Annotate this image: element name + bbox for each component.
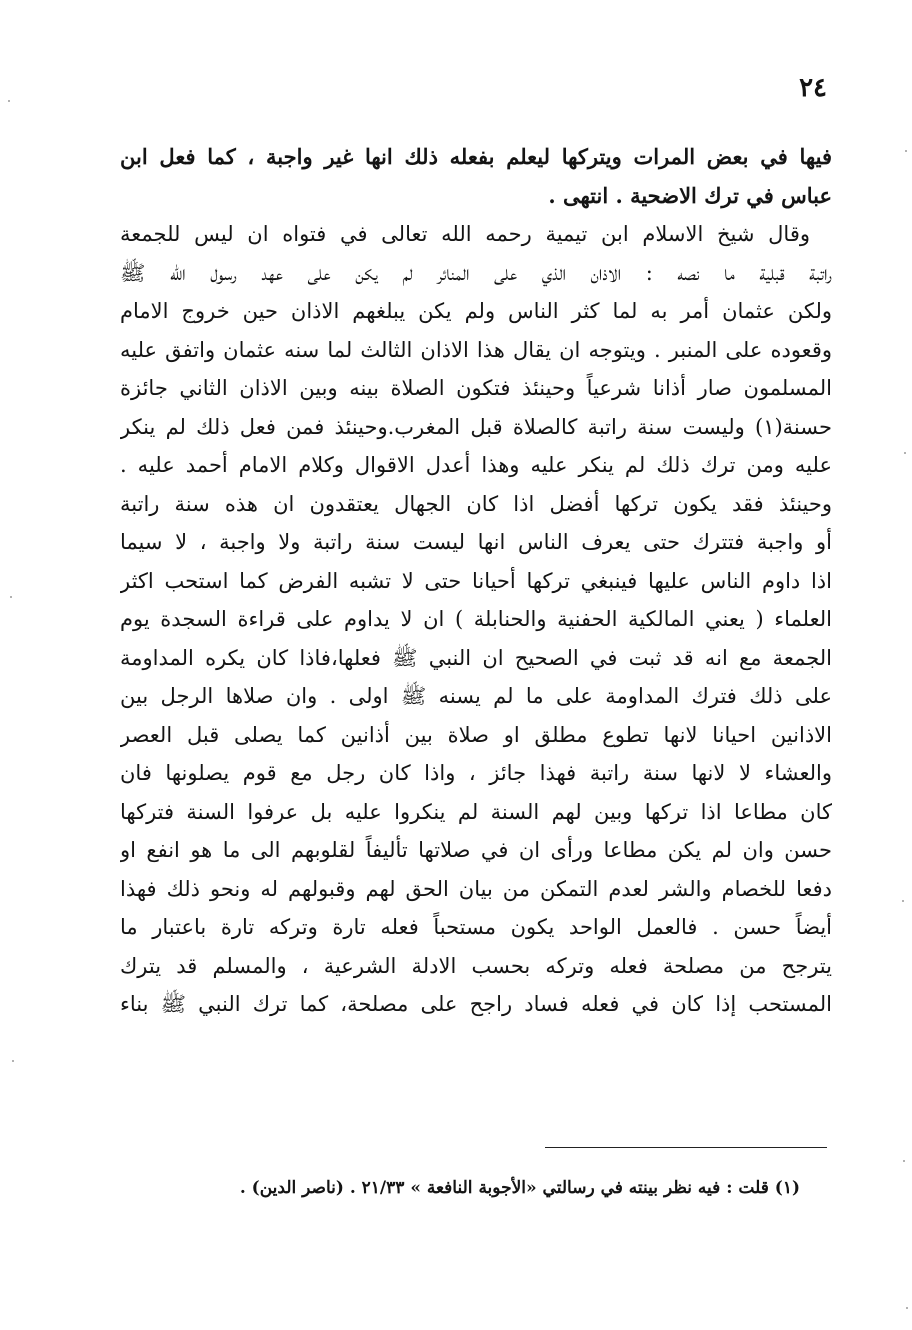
scan-speck bbox=[906, 1307, 908, 1309]
text-line-17: والعشاء لا لانها سنة راتبة فهذا جائز ، واذا كان رجل مع قوم يصلونها فان bbox=[120, 761, 832, 785]
text-line-2: عباس في ترك الاضحية . انتهى . bbox=[548, 182, 832, 208]
text-line-7: المسلمون صار أذانا شرعياً وحينئذ فتكون الصلاة بينه وبين الاذان الثاني جائزة bbox=[120, 376, 832, 400]
footnote-divider bbox=[545, 1147, 827, 1148]
text-line-4: راتبة قبلية ما نصه : الاذان الذي على المنائر لم يكن على عهد رسول الله ﷺ bbox=[120, 260, 832, 285]
scan-speck bbox=[902, 900, 904, 902]
text-line-23: المستحب إذا كان في فعله فساد راجح على مصلحة، كما ترك النبي ﷺ بناء bbox=[120, 992, 832, 1016]
text-line-3: وقال شيخ الاسلام ابن تيمية رحمه الله تعالى في فتواه ان ليس للجمعة bbox=[120, 222, 810, 246]
text-line-13: العلماء ( يعني المالكية الحفنية والحنابلة ) ان لا يداوم على قراءة السجدة يوم bbox=[120, 607, 832, 631]
scan-speck bbox=[903, 1160, 905, 1162]
scan-speck bbox=[904, 452, 906, 454]
text-line-12: اذا داوم الناس عليها فينبغي تركها أحيانا حتى لا تشبه الفرض كما استحب اكثر bbox=[120, 568, 832, 593]
text-line-9: عليه ومن ترك ذلك لم ينكر عليه وهذا أعدل الاقوال وكلام الامام أحمد عليه . bbox=[120, 453, 832, 477]
text-line-16: الاذانين احيانا لانها تطوع مطلق او صلاة بين أذانين كما يصلى قبل العصر bbox=[120, 722, 832, 747]
scan-speck bbox=[905, 150, 907, 152]
footnote: (١) قلت : فيه نظر بينته في رسالتي «الأجوبة النافعة » ٢١/٣٣ . (ناصر الدين) . bbox=[239, 1178, 800, 1198]
text-line-14: الجمعة مع انه قد ثبت في الصحيح ان النبي ﷺ فعلها،فاذا كان يكره المداومة bbox=[120, 645, 832, 670]
text-line-8: حسنة(١) وليست سنة راتبة كالصلاة قبل المغرب.وحينئذ فمن فعل ذلك لم ينكر bbox=[120, 414, 832, 439]
scan-speck bbox=[10, 596, 12, 598]
text-line-1: فيها في بعض المرات ويتركها ليعلم بفعله ذلك انها غير واجبة ، كما فعل ابن bbox=[120, 144, 832, 169]
text-line-20: دفعا للخصام والشر لعدم التمكن من بيان الحق لهم وقبولهم له ونحو ذلك فهذا bbox=[120, 876, 832, 901]
body-text bbox=[120, 138, 832, 1024]
scan-speck bbox=[8, 100, 10, 102]
text-line-22: يترجح من مصلحة فعله وتركه بحسب الادلة الشرعية ، والمسلم قد يترك bbox=[120, 953, 832, 978]
text-line-15: على ذلك فترك المداومة على ما لم يسنه ﷺ اولى . وان صلاها الرجل بين bbox=[120, 684, 832, 708]
text-line-11: أو واجبة فتترك حتى يعرف الناس انها ليست سنة راتبة ولا واجبة ، لا سيما bbox=[120, 530, 832, 554]
page-number: ٢٤ bbox=[799, 73, 827, 103]
text-line-6: وقعوده على المنبر . ويتوجه ان يقال هذا الاذان الثالث لما سنه عثمان واتفق عليه bbox=[120, 337, 832, 362]
text-line-10: وحينئذ فقد يكون تركها أفضل اذا كان الجهال يعتقدون ان هذه سنة راتبة bbox=[120, 491, 832, 516]
text-line-19: حسن وان لم يكن مطاعا ورأى ان في صلاتها تأليفاً لقلوبهم الى ما هو انفع او bbox=[120, 838, 832, 862]
text-line-21: أيضاً حسن . فالعمل الواحد يكون مستحباً فعله تارة وتركه تارة باعتبار ما bbox=[120, 915, 832, 939]
scan-speck bbox=[12, 1060, 14, 1062]
text-line-18: كان مطاعا اذا تركها وبين لهم السنة لم ينكروا عليه بل عرفوا السنة فتركها bbox=[120, 799, 832, 824]
text-line-5: ولكن عثمان أمر به لما كثر الناس ولم يكن يبلغهم الاذان حين خروج الامام bbox=[120, 299, 832, 323]
